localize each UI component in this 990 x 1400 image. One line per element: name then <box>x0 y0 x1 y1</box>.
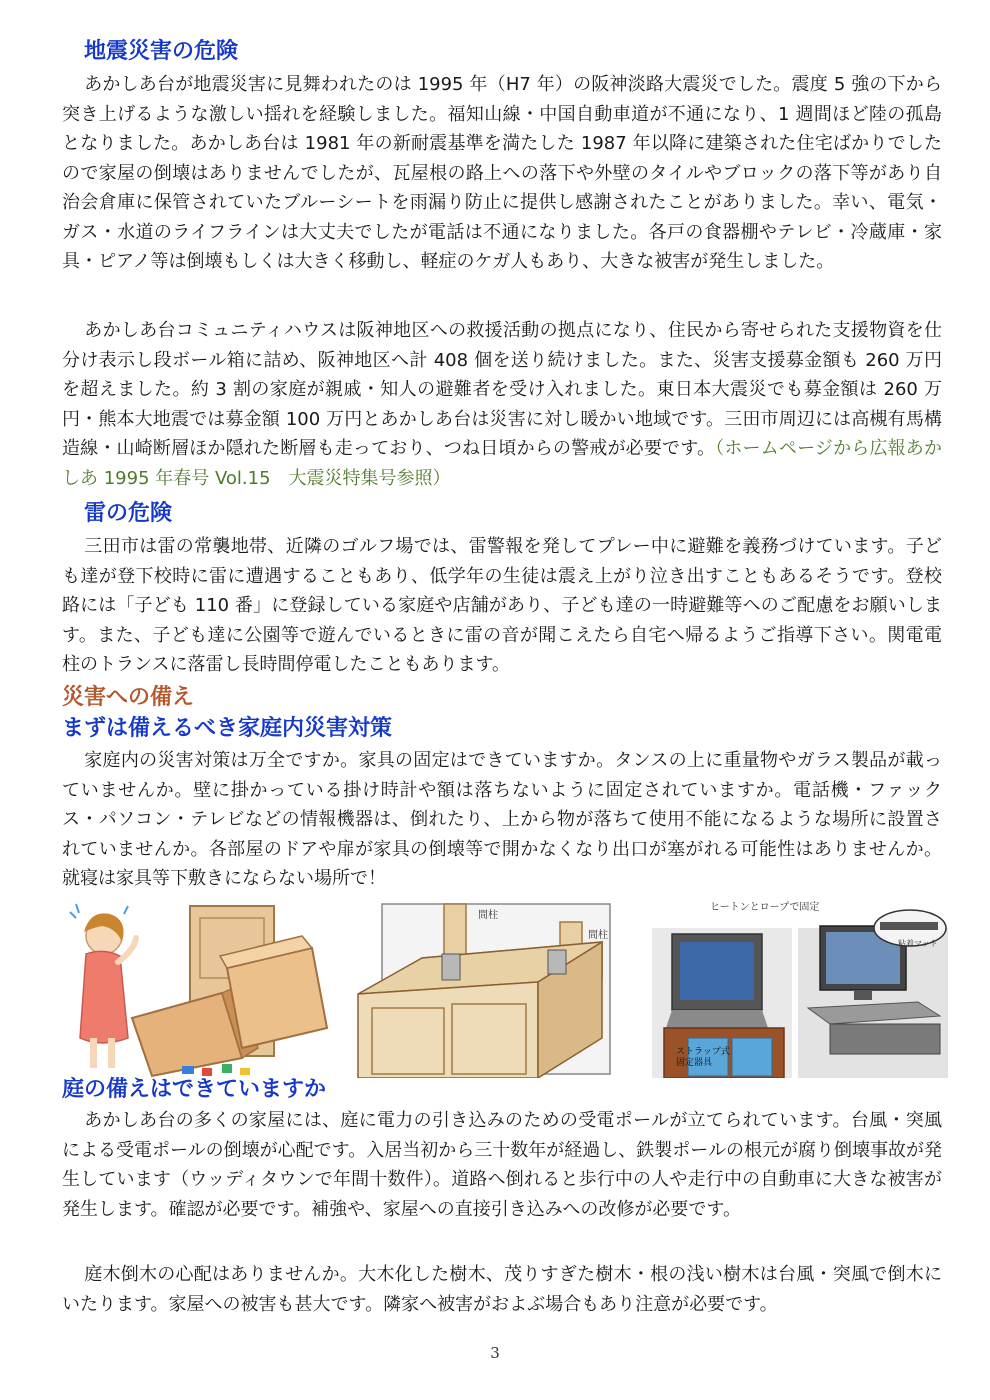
garden-paragraph-1-text: あかしあ台の多くの家屋には、庭に電力の引き込みのための受電ポールが立てられています。台風・突風による受電ポールの倒壊が心配です。入居当初から三十数年が経過し、鉄製ポールの根元が腐り倒壊事故が発生しています（ウッディタウンで年間十数件）。道路へ倒れると歩行中の人や走行中の自動車に大きな被害が発生します。確認が必要です。補強や、家屋への直接引き込みへの改修が必要です。 <box>62 1110 942 1220</box>
section-title-home-measures: まずは備えるべき家庭内災害対策 <box>62 716 393 741</box>
section-title-thunder: 雷の危険 <box>84 501 173 526</box>
stud-label-2: 間柱 <box>588 930 608 941</box>
earthquake-paragraph-1-text: あかしあ台が地震災害に見舞われたのは 1995 年（H7 年）の阪神淡路大震災でした。震度 5 強の下から突き上げるような激しい揺れを経験しました。福知山線・中国自動車道が不通になり、1 週間ほど陸の孤島となりました。あかしあ台は 1981 年の新耐震基準を満たした 1987 年以降に建築された住宅ばかりでしたので家屋の倒壊はありませんでしたが、瓦屋根の路上への落下や外壁のタイルやブロックの落下等があり自治会倉庫に保管されていたブルーシートを雨漏り防止に提供し感謝されたことがありました。幸い、電気・ガス・水道のライフラインは大丈夫でしたが電話は不通になりました。各戸の食器棚やテレビ・冷蔵庫・家具・ピアノ等は倒壊もしくは大きく移動し、軽症のケガ人もあり、大きな被害が発生しました。 <box>62 74 942 272</box>
garden-paragraph-2-text: 庭木倒木の心配はありませんか。大木化した樹木、茂りすぎた樹木・根の浅い樹木は台風・突風で倒木にいたります。家屋への被害も甚大です。隣家へ被害がおよぶ場合もあり注意が必要です。 <box>62 1264 942 1315</box>
stud-label-1: 間柱 <box>478 910 498 921</box>
cabinet-anchoring-illustration <box>352 898 622 1078</box>
newsletter-reference: （ホームページから広報あかしあ 1995 年春号 Vol.15 大震災特集号参照） <box>62 438 942 489</box>
section-title-preparation: 災害への備え <box>62 685 195 710</box>
garden-paragraph-1 <box>62 1106 942 1224</box>
earthquake-paragraph-2 <box>62 316 942 493</box>
earthquake-paragraph-1 <box>62 70 942 277</box>
section-title-earthquake: 地震災害の危険 <box>84 39 239 64</box>
garden-paragraph-2 <box>62 1260 942 1319</box>
home-measures-paragraph-text: 家庭内の災害対策は万全ですか。家具の固定はできていますか。タンスの上に重量物やガラス製品が載っていませんか。壁に掛かっている掛け時計や額は落ちないように固定されていますか。電話機・ファックス・パソコン・テレビなどの情報機器は、倒れたり、上から物が落ちて使用不能になるような場所に設置されていませんか。各部屋のドアや扉が家具の倒壊等で開かなくなり出口が塞がれる可能性はありませんか。就寝は家具等下敷きにならない場所で！ <box>62 750 942 889</box>
thunder-paragraph-text: 三田市は雷の常襲地帯、近隣のゴルフ場では、雷警報を発してプレー中に避難を義務づけています。子ども達が登下校時に雷に遭遇することもあり、低学年の生徒は震え上がり泣き出すこともあるそうです。登校路には「子ども 110 番」に登録している家庭や店舗があり、子ども達の一時避難等へのご配慮をお願いします。また、子ども達に公園等で遊んでいるときに雷の音が聞こえたら自宅へ帰るようご指導下さい。関電電柱のトランスに落雷し長時間停電したこともあります。 <box>62 536 942 675</box>
tv-rope-label: ヒートンとロープで固定 <box>710 902 820 913</box>
page-number: 3 <box>490 1344 500 1362</box>
home-measures-paragraph <box>62 746 942 894</box>
thunder-paragraph <box>62 532 942 680</box>
falling-furniture-illustration <box>62 898 332 1078</box>
tv-fixing-illustration <box>648 898 948 1078</box>
mat-label: 粘着マット <box>898 939 938 948</box>
section-title-garden: 庭の備えはできていますか <box>62 1077 327 1102</box>
earthquake-paragraph-2-text: あかしあ台コミュニティハウスは阪神地区への救援活動の拠点になり、住民から寄せられた支援物資を仕分け表示し段ボール箱に詰め、阪神地区へ計 408 個を送り続けました。また、災害支援募金額も 260 万円を超えました。約 3 割の家庭が親戚・知人の避難者を受け入れました。東日本大震災でも募金額は 260 万円・熊本大地震では募金額 100 万円とあかしあ台は災害に対し暖かい地域です。三田市周辺には高槻有馬構造線・山崎断層ほか隠れた断層も走っており、つね日頃からの警戒が必要です。 <box>62 320 942 459</box>
strap-label: ストラップ式 <box>676 1047 730 1057</box>
strap-label-2: 固定器具 <box>676 1058 713 1068</box>
